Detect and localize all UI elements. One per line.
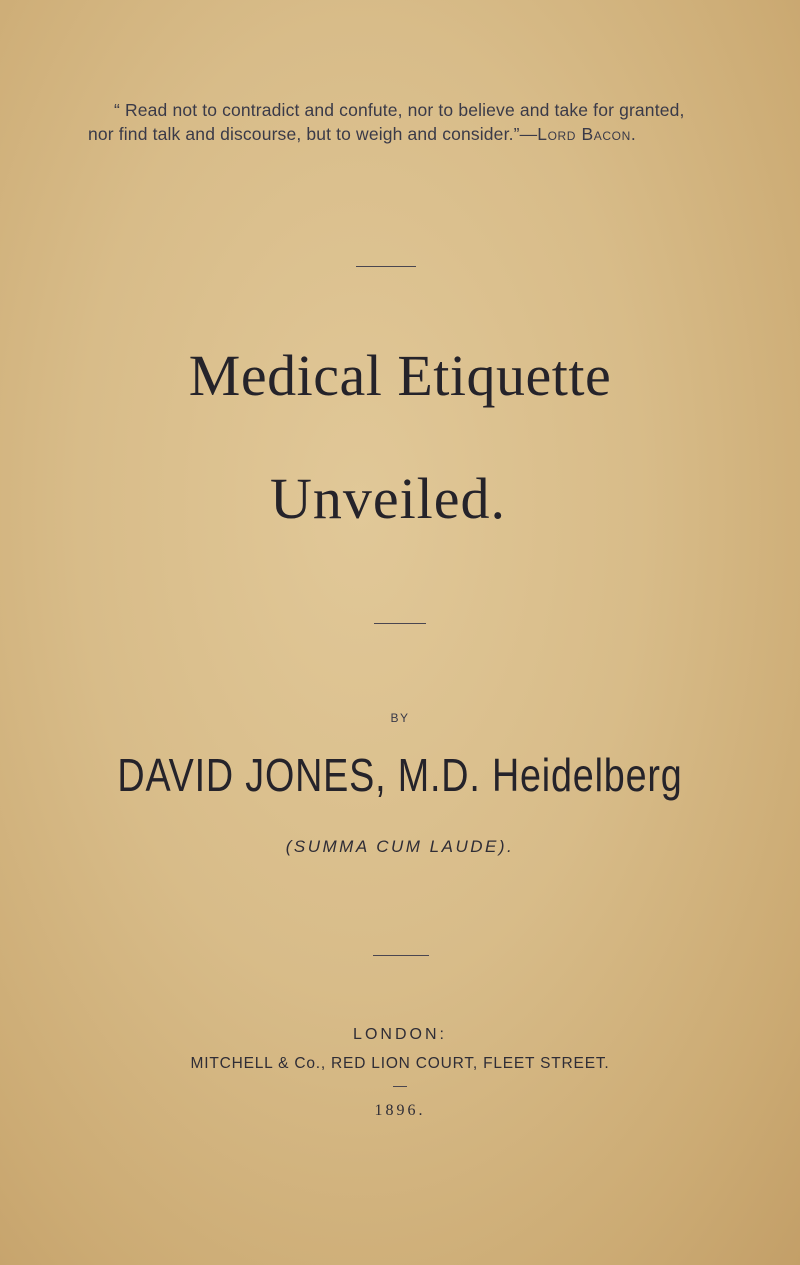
epigraph-author: Lord Bacon.	[537, 124, 637, 144]
divider-rule	[373, 955, 429, 956]
epigraph	[88, 98, 708, 146]
epigraph-line-1: “ Read not to contradict and confute, nor to believe and take for granted,	[114, 100, 685, 120]
epigraph-line-2	[88, 122, 708, 146]
book-title-line-1: Medical Etiquette	[188, 343, 612, 408]
author-name: DAVID JONES, M.D. Heidelberg	[117, 749, 683, 801]
imprint-place: LONDON:	[353, 1026, 447, 1043]
divider-rule	[393, 1086, 407, 1087]
divider-rule	[374, 623, 426, 624]
author-degree: (SUMMA CUM LAUDE).	[285, 837, 515, 856]
imprint-year: 1896.	[374, 1102, 426, 1119]
book-title-line-2: Unveiled.	[269, 466, 507, 531]
byline: BY	[390, 711, 410, 725]
imprint-publisher: MITCHELL & Co., RED LION COURT, FLEET STREET.	[190, 1055, 610, 1072]
epigraph-line-2-text: nor find talk and discourse, but to weigh and consider.”—	[88, 124, 538, 144]
divider-rule	[356, 266, 416, 267]
